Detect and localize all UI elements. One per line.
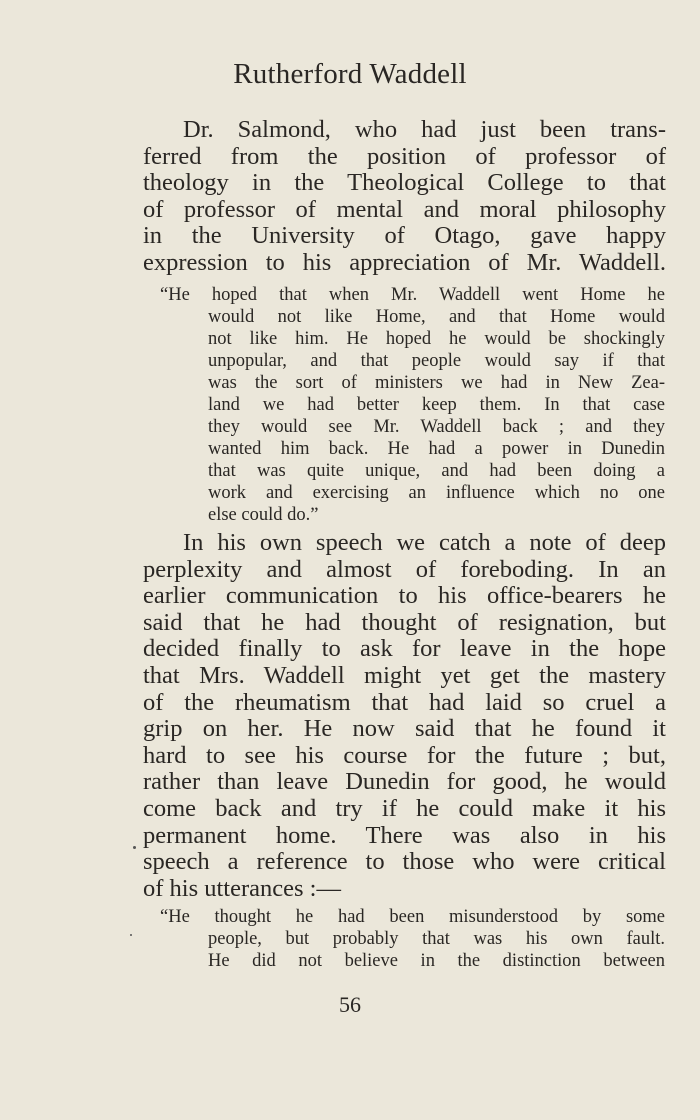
text-line: of the rheumatism that had laid so cruel a: [143, 688, 666, 716]
paragraph-own-speech: [143, 530, 666, 902]
page-number: 56: [339, 992, 361, 1017]
quote-line: people, but probably that was his own fault.: [208, 929, 665, 949]
text-line: theology in the Theological College to that: [143, 169, 666, 197]
quote-line: that was quite unique, and had been doing a: [208, 461, 665, 481]
text-line: perplexity and almost of foreboding. In an: [143, 555, 666, 583]
running-header: Rutherford Waddell: [233, 58, 467, 90]
text-line: of professor of mental and moral philosophy: [143, 195, 666, 223]
text-line: earlier communication to his office-bearers he: [143, 582, 666, 610]
text-line: decided finally to ask for leave in the hope: [143, 635, 666, 663]
quote-line: not like him. He hoped he would be shockingly: [208, 329, 665, 349]
text-line: In his own speech we catch a note of deep: [183, 529, 666, 556]
quote-line: would not like Home, and that Home would: [208, 307, 665, 327]
text-line: expression to his appreciation of Mr. Waddell.: [143, 248, 666, 276]
text-line: rather than leave Dunedin for good, he would: [143, 768, 666, 796]
quote-misunderstood: [160, 906, 665, 972]
text-line: ferred from the position of professor of: [143, 142, 666, 170]
text-line: said that he had thought of resignation, but: [143, 608, 666, 636]
quote-line: wanted him back. He had a power in Dunedin: [208, 439, 665, 459]
quote-line: He did not believe in the distinction between: [208, 951, 665, 971]
text-line: in the University of Otago, gave happy: [143, 222, 666, 250]
text-line: permanent home. There was also in his: [143, 821, 666, 849]
quote-line: they would see Mr. Waddell back ; and they: [208, 417, 665, 437]
quote-line: was the sort of ministers we had in New Zea-: [208, 373, 665, 393]
quote-line: else could do.”: [208, 505, 319, 525]
text-line: that Mrs. Waddell might yet get the mastery: [143, 661, 666, 689]
ink-speck: [133, 846, 136, 849]
quote-line: “He hoped that when Mr. Waddell went Home he: [160, 285, 665, 305]
text-line: speech a reference to those who were critical: [143, 848, 666, 876]
text-line: grip on her. He now said that he found it: [143, 715, 666, 743]
text-line: Dr. Salmond, who had just been trans-: [183, 116, 666, 143]
quote-line: “He thought he had been misunderstood by some: [160, 907, 665, 927]
quote-line: unpopular, and that people would say if that: [208, 351, 665, 371]
ink-speck: [130, 934, 132, 936]
quote-line: land we had better keep them. In that case: [208, 395, 665, 415]
text-line: hard to see his course for the future ; but,: [143, 741, 666, 769]
text-line: come back and try if he could make it his: [143, 794, 666, 822]
text-line: of his utterances :—: [143, 874, 341, 902]
quote-line: work and exercising an influence which no one: [208, 483, 665, 503]
paragraph-salmond: [143, 117, 666, 277]
quote-salmond: [160, 284, 665, 526]
